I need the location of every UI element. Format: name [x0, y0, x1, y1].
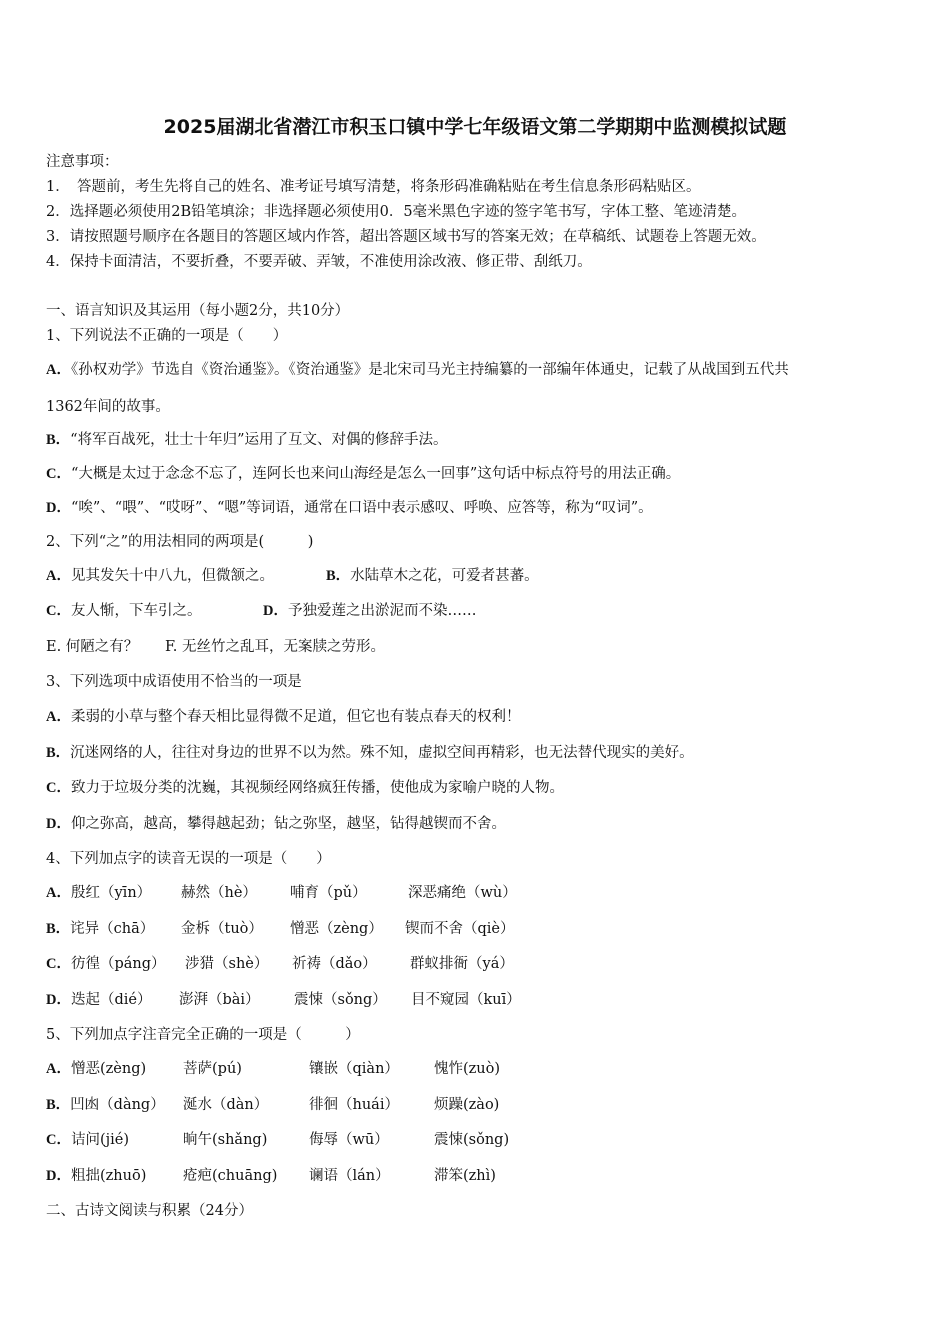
option-cell: 滞笨(zhì) [434, 1168, 496, 1184]
option-label: D． [46, 992, 71, 1008]
option-label: D． [46, 500, 71, 516]
q3-stem: 3、下列选项中成语使用不恰当的一项是 [46, 674, 302, 690]
notice-heading: 注意事项： [46, 154, 119, 170]
q5-stem: 5、下列加点字注音完全正确的一项是（ ） [46, 1027, 360, 1043]
option-text: 水陆草木之花，可爱者甚蕃。 [350, 568, 539, 584]
q4-option-b [46, 919, 154, 939]
option-label: A． [46, 709, 71, 725]
option-text: 致力于垃圾分类的沈巍，其视频经网络疯狂传播，使他成为家喻户晓的人物。 [70, 780, 564, 796]
option-cell: 镶嵌（qiàn） [309, 1061, 399, 1077]
option-label: D． [46, 1168, 71, 1184]
option-cell: 谰语（lán） [309, 1168, 390, 1184]
q1-option-d [46, 498, 653, 518]
option-text: 友人惭，下车引之。 [70, 603, 202, 619]
q3-option-b [46, 743, 694, 763]
option-text: “大概是太过于念念不忘了，连阿长也来问山海经是怎么一回事”这句话中标点符号的用法正确。 [70, 466, 681, 482]
option-text: 《孙权劝学》节选自《资治通鉴》。《资治通鉴》是北宋司马光主持编纂的一部编年体通史，记载了从战国到五代共 [70, 362, 789, 378]
option-label: B． [46, 921, 71, 937]
option-label: B． [46, 1097, 71, 1113]
option-cell: 粗拙(zhuō) [70, 1168, 147, 1184]
option-cell: 诧异（chā） [70, 921, 155, 937]
q3-option-a [46, 707, 520, 727]
option-cell: 烦躁(zào) [434, 1097, 500, 1113]
option-label: C． [46, 1132, 71, 1148]
option-cell: 愧怍(zuò) [434, 1061, 501, 1077]
option-cell: 涎水（dàn） [183, 1097, 269, 1113]
option-cell: 侮辱（wū） [309, 1132, 389, 1148]
option-cell: 殷红（yīn） [70, 885, 152, 901]
q4-option-c [46, 954, 166, 974]
q1-option-c [46, 464, 680, 484]
option-label: D． [263, 603, 288, 619]
option-cell: 锲而不舍（qiè） [405, 921, 515, 937]
option-cell: 哺育（pǔ） [290, 885, 367, 901]
q4-option-d [46, 990, 152, 1010]
option-text: 柔弱的小草与整个春天相比显得微不足道，但它也有装点春天的权利！ [70, 709, 521, 725]
option-text: 仰之弥高，越高，攀得越起劲；钻之弥坚，越坚，钻得越锲而不舍。 [70, 816, 506, 832]
option-label: C． [46, 780, 71, 796]
option-cell: 诘问(jié) [70, 1132, 130, 1148]
option-cell: 徘徊（huái） [309, 1097, 399, 1113]
option-cell: 彷徨（páng） [70, 956, 166, 972]
notice-item-4: 4．保持卡面清洁，不要折叠，不要弄破、弄皱，不准使用涂改液、修正带、刮纸刀。 [46, 254, 592, 270]
q2-option-c [46, 601, 201, 621]
exam-title: 2025届湖北省潜江市积玉口镇中学七年级语文第二学期期中监测模拟试题 [163, 116, 787, 138]
option-cell: 目不窥园（kuī） [411, 992, 521, 1008]
option-cell: 澎湃（bài） [179, 992, 260, 1008]
q5-option-b [46, 1095, 165, 1115]
section2-heading: 二、古诗文阅读与积累（24分） [46, 1203, 253, 1219]
q1-option-a [46, 360, 789, 380]
option-cell: 凹凼（dàng） [70, 1097, 165, 1113]
q2-option-b [326, 566, 539, 586]
section1-heading: 一、语言知识及其运用（每小题2分，共10分） [46, 303, 350, 319]
option-text: 沉迷网络的人，往往对身边的世界不以为然。殊不知，虚拟空间再精彩，也无法替代现实的美好。 [70, 745, 694, 761]
q1-option-b [46, 430, 448, 450]
option-cell: 震悚（sǒng） [294, 992, 387, 1008]
option-cell: 晌午(shǎng) [183, 1132, 268, 1148]
option-cell: 震悚(sǒng) [434, 1132, 510, 1148]
option-cell: 菩萨(pú) [183, 1061, 242, 1077]
option-cell: 涉猎（shè） [185, 956, 269, 972]
option-label: A． [46, 885, 71, 901]
option-text: “将军百战死，壮士十年归”运用了互文、对偶的修辞手法。 [70, 432, 448, 448]
option-text: “唉”、“喂”、“哎呀”、“嗯”等词语，通常在口语中表示感叹、呼唤、应答等，称为“叹词”。 [70, 500, 653, 516]
option-cell: 金柝（tuò） [181, 921, 263, 937]
q3-option-c [46, 778, 564, 798]
option-label: B． [326, 568, 351, 584]
q2-option-d [263, 601, 476, 621]
notice-item-2: 2．选择题必须使用2B铅笔填涂；非选择题必须使用0．5毫米黑色字迹的签字笔书写，字体工整、笔迹清楚。 [46, 204, 747, 220]
q5-option-c [46, 1130, 129, 1150]
q5-option-d [46, 1166, 146, 1186]
option-cell: 疮疤(chuāng) [183, 1168, 278, 1184]
option-cell: 赫然（hè） [181, 885, 257, 901]
notice-item-1: 1． 答题前，考生先将自己的姓名、准考证号填写清楚，将条形码准确粘贴在考生信息条形码粘贴区。 [46, 179, 701, 195]
q2-option-f: F. 无丝竹之乱耳，无案牍之劳形。 [165, 639, 386, 655]
option-cell: 祈祷（dǎo） [292, 956, 377, 972]
option-label: B． [46, 432, 71, 448]
q2-option-e: E. 何陋之有？ [46, 639, 139, 655]
option-label: C． [46, 466, 71, 482]
q3-option-d [46, 814, 506, 834]
q4-option-a [46, 883, 151, 903]
option-text: 予独爱莲之出淤泥而不染…… [287, 603, 477, 619]
q1-option-a-continued: 1362年间的故事。 [46, 399, 170, 415]
option-cell: 群蚁排衙（yá） [410, 956, 514, 972]
option-label: A． [46, 1061, 71, 1077]
option-cell: 迭起（dié） [70, 992, 152, 1008]
notice-item-3: 3．请按照题号顺序在各题目的答题区域内作答，超出答题区域书写的答案无效；在草稿纸、试题卷上答题无效。 [46, 229, 766, 245]
option-cell: 憎恶（zèng） [290, 921, 383, 937]
q2-option-a [46, 566, 274, 586]
option-cell: 憎恶(zèng) [70, 1061, 147, 1077]
q5-option-a [46, 1059, 146, 1079]
option-label: B． [46, 745, 71, 761]
q4-stem: 4、下列加点字的读音无误的一项是（ ） [46, 851, 331, 867]
option-label: D． [46, 816, 71, 832]
option-cell: 深恶痛绝（wù） [408, 885, 517, 901]
option-label: A． [46, 362, 71, 378]
q1-stem: 1、下列说法不正确的一项是（ ） [46, 328, 288, 344]
option-label: C． [46, 603, 71, 619]
option-label: A． [46, 568, 71, 584]
option-text: 见其发矢十中八九，但微颔之。 [70, 568, 274, 584]
option-label: C． [46, 956, 71, 972]
q2-stem: 2、下列“之”的用法相同的两项是( ) [46, 534, 314, 550]
